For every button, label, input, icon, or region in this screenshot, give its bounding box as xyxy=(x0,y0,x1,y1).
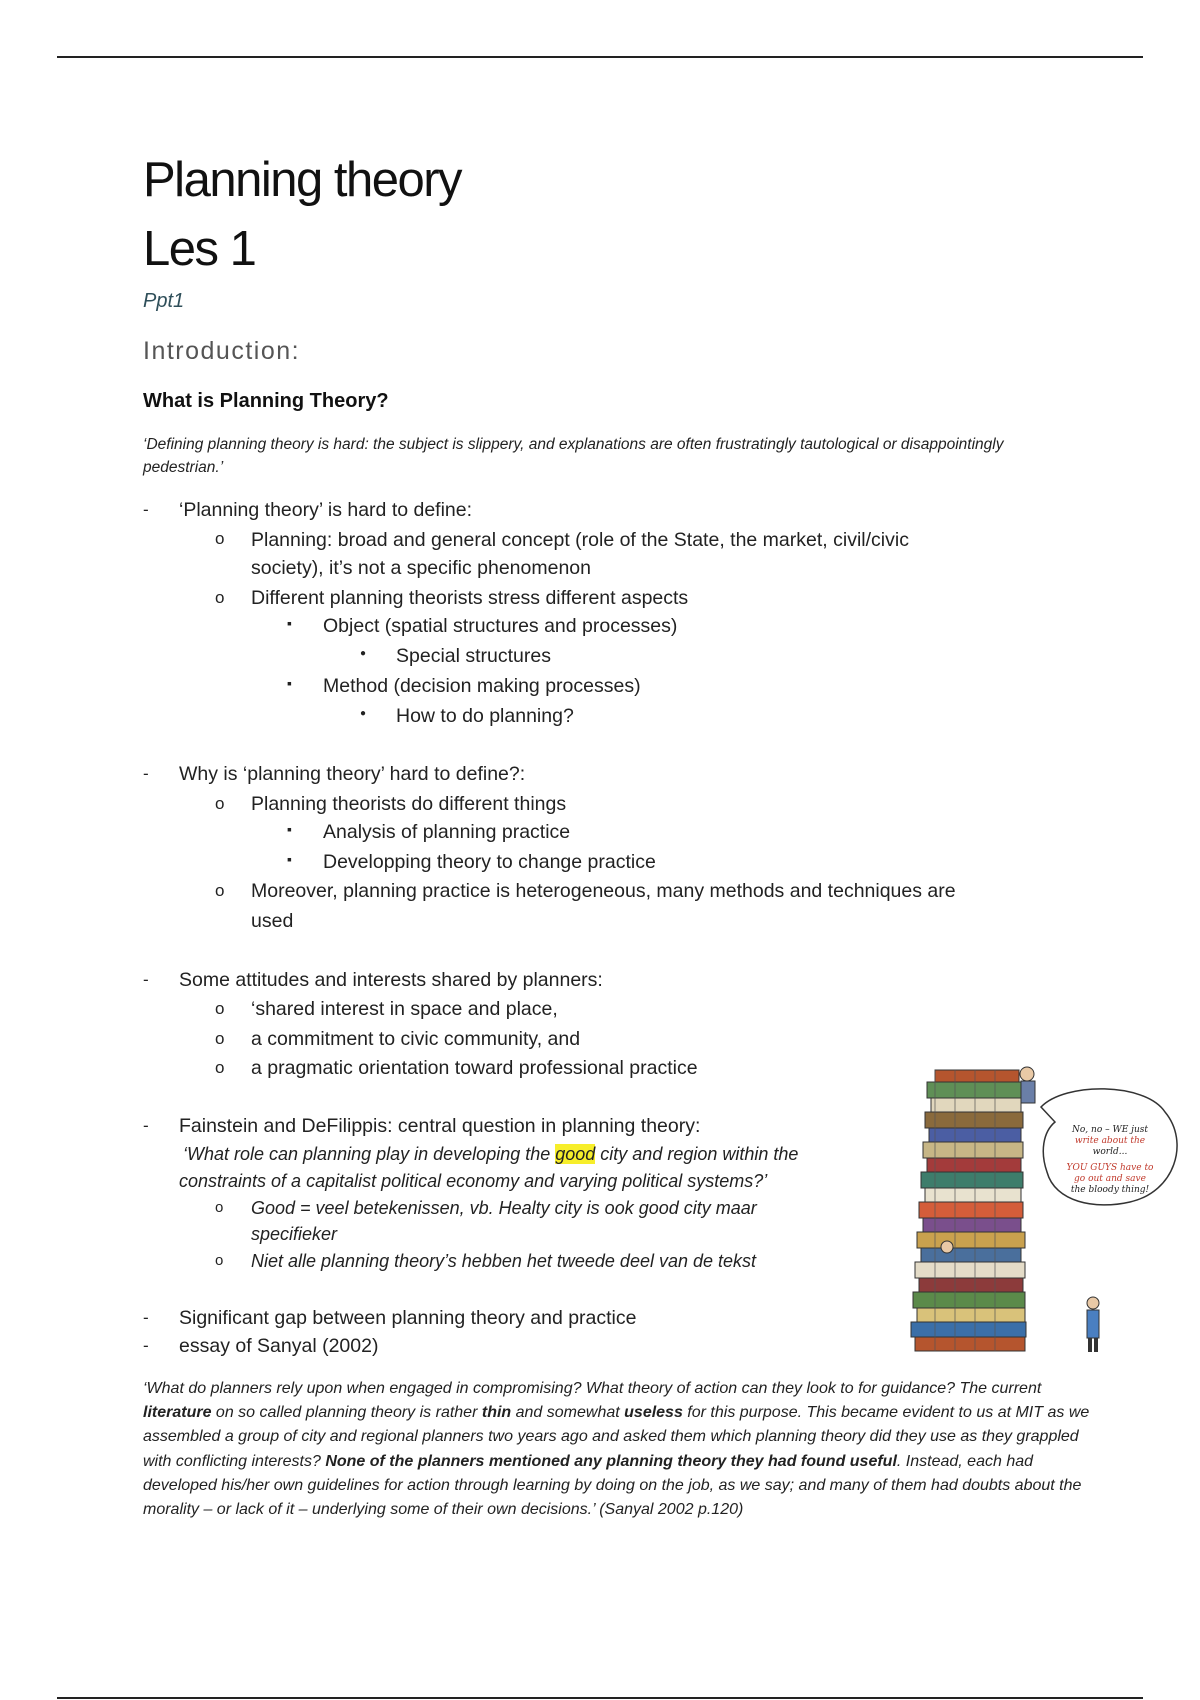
cartoon-illustration xyxy=(905,1062,1185,1377)
list-item: Analysis of planning practice xyxy=(323,821,571,843)
circle-marker: o xyxy=(215,794,225,813)
square-marker: ▪ xyxy=(287,615,292,631)
list-item: Planning theorists do different things xyxy=(251,793,567,815)
list-item-continuation: society), it’s not a specific phenomenon xyxy=(251,557,591,579)
list-item: How to do planning? xyxy=(396,705,574,727)
speech-text: write about the xyxy=(1074,1136,1146,1146)
circle-marker: o xyxy=(215,529,225,548)
list-item: Significant gap between planning theory and practice xyxy=(179,1307,637,1329)
speech-text: No, no – WE just xyxy=(1072,1125,1148,1135)
dash-marker: - xyxy=(143,1116,149,1135)
note-item-continuation: specifieker xyxy=(251,1224,338,1244)
list-item: Object (spatial structures and processes) xyxy=(323,615,678,637)
speech-text: YOU GUYS have to xyxy=(1066,1163,1154,1173)
circle-marker: o xyxy=(215,1252,224,1269)
highlighted-word: good xyxy=(555,1144,596,1164)
list-item: Some attitudes and interests shared by planners: xyxy=(179,969,603,991)
page-title: Planning theory xyxy=(143,153,462,207)
central-question-quote-continuation: constraints of a capitalist political economy and varying political systems?’ xyxy=(179,1171,768,1191)
dash-marker: - xyxy=(143,970,149,989)
dash-marker: - xyxy=(143,764,149,783)
list-item: Why is ‘planning theory’ hard to define?: xyxy=(179,763,526,785)
square-marker: ▪ xyxy=(287,675,292,691)
central-question-quote: ‘What role can planning play in developing the good city and region within the xyxy=(183,1144,799,1164)
book-tower-cartoon xyxy=(905,1062,1185,1377)
list-item: Planning: broad and general concept (role of the State, the market, civil/civic xyxy=(251,529,909,551)
list-item: ‘shared interest in space and place, xyxy=(251,998,558,1020)
circle-marker: o xyxy=(215,1058,225,1077)
speech-text: go out and save xyxy=(1074,1174,1146,1184)
sanyal-quote: ‘What do planners rely upon when engaged in compromising? What theory of action can they look to for guidance? The current literature on so called planning theory is rather thin and somewhat useless for this purpose. This became evident to us at MIT as we assembled a group of city and regional planners two years ago and asked them which planning theory did they use as they grappled with conflicting interests? None of the planners mentioned any planning theory they had found useful. Instead, each had developed his/her own guidelines for action through learning by doing on the job, as we say; and many of them had doubts about the morality – or lack of it – underlying some of their own decisions.’ (Sanyal 2002 p.120) xyxy=(143,1380,1090,1519)
list-item: Different planning theorists stress different aspects xyxy=(251,587,689,609)
circle-marker: o xyxy=(215,999,225,1018)
circle-marker: o xyxy=(215,881,225,900)
note-item: Good = veel betekenissen, vb. Healty city is ook good city maar xyxy=(251,1198,757,1218)
square-marker: ▪ xyxy=(287,851,292,867)
lesson-title: Les 1 xyxy=(143,222,256,276)
list-item: Method (decision making processes) xyxy=(323,675,641,697)
list-item: ‘Planning theory’ is hard to define: xyxy=(179,499,473,521)
question-heading: What is Planning Theory? xyxy=(143,390,389,412)
opening-quote: ‘Defining planning theory is hard: the subject is slippery, and explanations are often frustratingly tautological or disappointingly pedestrian.’ xyxy=(143,436,1004,476)
list-item: Developping theory to change practice xyxy=(323,851,656,873)
list-item: a pragmatic orientation toward professional practice xyxy=(251,1057,698,1079)
list-item: Moreover, planning practice is heterogeneous, many methods and techniques are xyxy=(251,880,956,902)
speech-text: world... xyxy=(1092,1147,1128,1157)
header-rule xyxy=(57,56,1143,58)
circle-marker: o xyxy=(215,588,225,607)
dash-marker: - xyxy=(143,1336,149,1355)
section-heading: Introduction: xyxy=(143,337,301,365)
circle-marker: o xyxy=(215,1029,225,1048)
footer-rule xyxy=(57,1697,1143,1699)
circle-marker: o xyxy=(215,1199,224,1216)
bullet-marker: ● xyxy=(360,708,367,719)
ppt-label: Ppt1 xyxy=(143,290,185,312)
list-item: a commitment to civic community, and xyxy=(251,1028,581,1050)
speech-text: the bloody thing! xyxy=(1070,1185,1150,1195)
dash-marker: - xyxy=(143,500,149,519)
list-item-continuation: used xyxy=(251,910,294,932)
list-item: essay of Sanyal (2002) xyxy=(179,1335,379,1357)
bullet-marker: ● xyxy=(360,648,367,659)
dash-marker: - xyxy=(143,1308,149,1327)
list-item: Special structures xyxy=(396,645,551,667)
square-marker: ▪ xyxy=(287,821,292,837)
note-item: Niet alle planning theory’s hebben het tweede deel van de tekst xyxy=(251,1251,757,1271)
list-item: Fainstein and DeFilippis: central question in planning theory: xyxy=(179,1115,701,1137)
